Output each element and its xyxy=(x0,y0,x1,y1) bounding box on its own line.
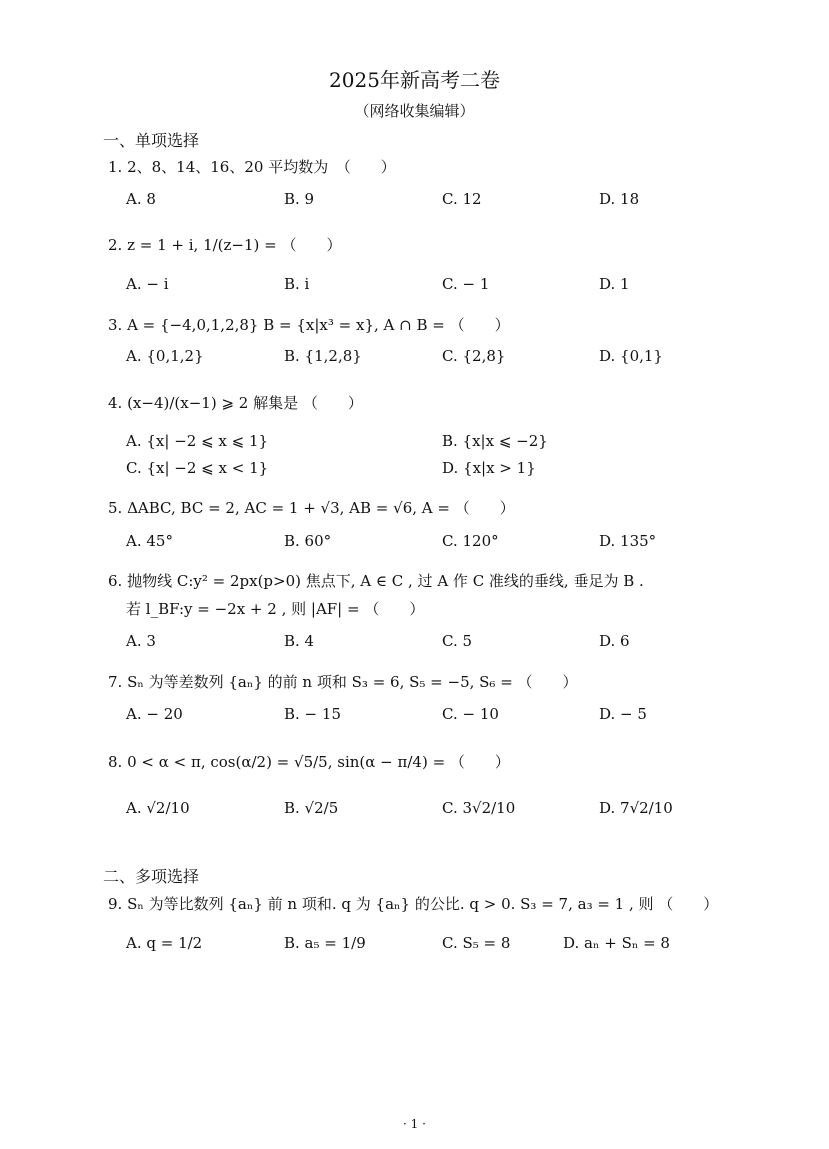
option-b: B. a₅ = 1/9 xyxy=(284,934,366,952)
section-heading-single-choice: 一、单项选择 xyxy=(103,131,200,150)
question-stem: 7. Sₙ 为等差数列 {aₙ} 的前 n 项和 S₃ = 6, S₅ = −5, S₆ = （ ） xyxy=(108,673,578,691)
question-stem: 2. z = 1 + i, 1/(z−1) = （ ） xyxy=(108,236,342,254)
page-title: 2025年新高考二卷 xyxy=(329,68,500,92)
page-number: · 1 · xyxy=(403,1117,426,1131)
option-c: C. {x| −2 ⩽ x < 1} xyxy=(126,459,269,477)
option-a: A. − i xyxy=(126,275,169,293)
option-d: D. aₙ + Sₙ = 8 xyxy=(563,934,670,952)
option-c: C. S₅ = 8 xyxy=(442,934,511,952)
option-c: C. 120° xyxy=(442,532,499,550)
option-d: D. 7√2/10 xyxy=(599,799,673,817)
option-c: C. − 10 xyxy=(442,705,499,723)
option-a: A. {x| −2 ⩽ x ⩽ 1} xyxy=(126,432,269,450)
page-subtitle: （网络收集编辑） xyxy=(354,102,475,120)
section-heading-multiple-choice: 二、多项选择 xyxy=(103,867,200,886)
question-stem-continued: 若 l_BF:y = −2x + 2 , 则 |AF| = （ ） xyxy=(126,600,425,618)
option-a: A. 3 xyxy=(126,632,156,650)
option-d: D. 6 xyxy=(599,632,630,650)
option-d: D. {x|x > 1} xyxy=(442,459,536,477)
option-a: A. − 20 xyxy=(126,705,183,723)
question-stem: 3. A = {−4,0,1,2,8} B = {x|x³ = x}, A ∩ B = （ ） xyxy=(108,316,510,334)
option-b: B. i xyxy=(284,275,310,293)
option-c: C. − 1 xyxy=(442,275,490,293)
question-stem: 6. 抛物线 C:y² = 2px(p>0) 焦点下, A ∈ C , 过 A 作 C 准线的垂线, 垂足为 B . xyxy=(108,572,644,590)
option-b: B. 4 xyxy=(284,632,315,650)
option-a: A. 8 xyxy=(126,190,156,208)
option-a: A. q = 1/2 xyxy=(126,934,203,952)
question-stem: 4. (x−4)/(x−1) ⩾ 2 解集是 （ ） xyxy=(108,394,363,412)
option-c: C. 12 xyxy=(442,190,482,208)
option-b: B. 9 xyxy=(284,190,315,208)
option-b: B. 60° xyxy=(284,532,332,550)
option-a: A. √2/10 xyxy=(126,799,190,817)
option-b: B. − 15 xyxy=(284,705,341,723)
option-b: B. {x|x ⩽ −2} xyxy=(442,432,548,450)
question-stem: 8. 0 < α < π, cos(α/2) = √5/5, sin(α − π/4) = （ ） xyxy=(108,753,510,771)
option-b: B. {1,2,8} xyxy=(284,347,362,365)
option-d: D. − 5 xyxy=(599,705,647,723)
option-d: D. 135° xyxy=(599,532,657,550)
option-c: C. 3√2/10 xyxy=(442,799,516,817)
option-d: D. 1 xyxy=(599,275,630,293)
question-stem: 1. 2、8、14、16、20 平均数为 （ ） xyxy=(108,158,396,176)
option-a: A. {0,1,2} xyxy=(126,347,204,365)
option-c: C. {2,8} xyxy=(442,347,506,365)
question-stem: 5. ΔABC, BC = 2, AC = 1 + √3, AB = √6, A = （ ） xyxy=(108,499,515,517)
option-c: C. 5 xyxy=(442,632,473,650)
option-b: B. √2/5 xyxy=(284,799,339,817)
option-d: D. 18 xyxy=(599,190,640,208)
question-stem: 9. Sₙ 为等比数列 {aₙ} 前 n 项和. q 为 {aₙ} 的公比. q > 0. S₃ = 7, a₃ = 1 , 则 （ ） xyxy=(108,895,719,913)
option-d: D. {0,1} xyxy=(599,347,663,365)
option-a: A. 45° xyxy=(126,532,173,550)
